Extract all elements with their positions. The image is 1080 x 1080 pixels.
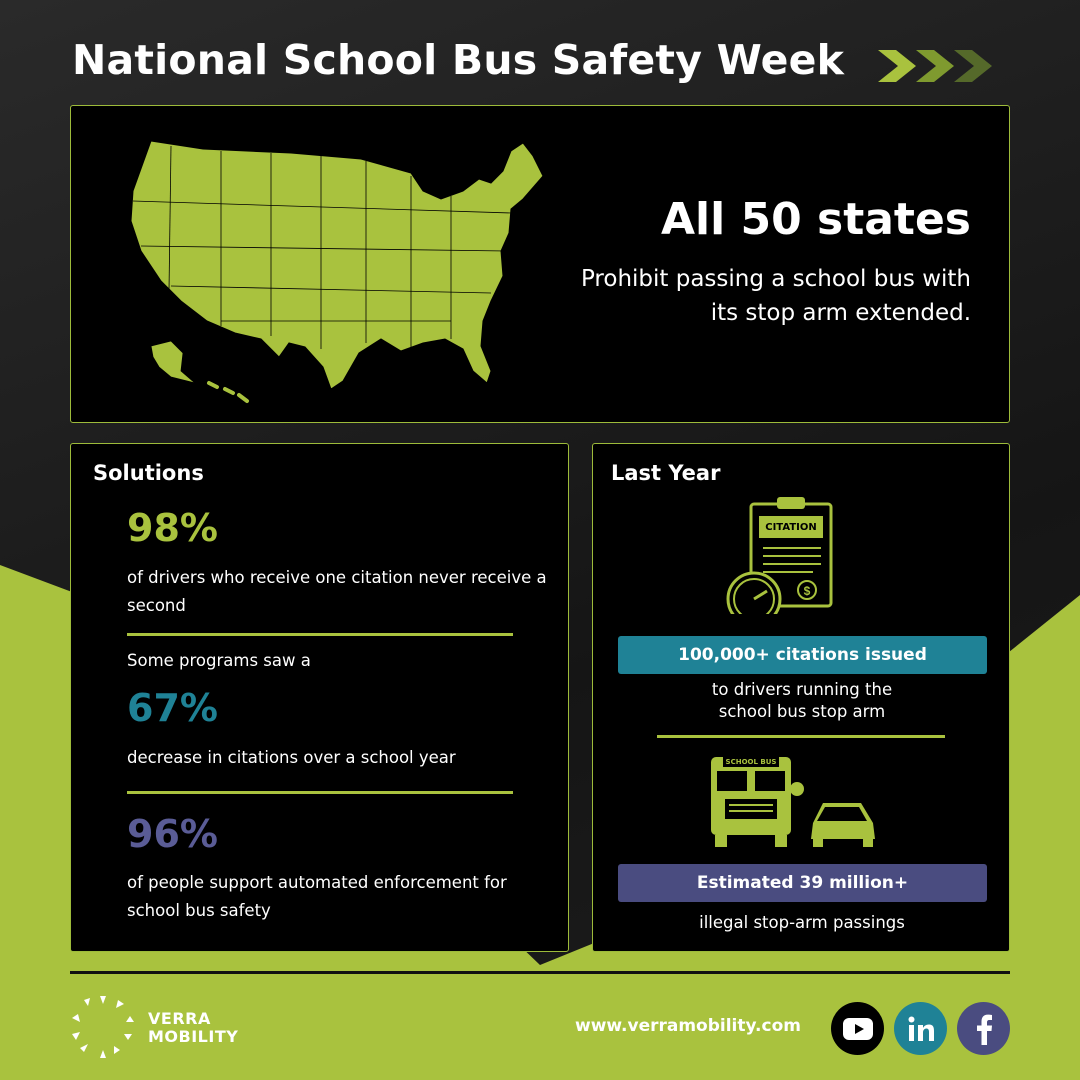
verra-mobility-logo-icon: [70, 994, 136, 1060]
youtube-icon[interactable]: [831, 1002, 884, 1055]
stat-98-percent: 98%: [127, 506, 218, 550]
brand-line1: VERRA: [148, 1009, 211, 1028]
citation-icon: [723, 494, 835, 614]
website-link[interactable]: www.verramobility.com: [575, 1016, 801, 1036]
stat-67-intro: Some programs saw a: [127, 651, 311, 670]
states-headline: All 50 states: [660, 194, 971, 245]
svg-text:$: $: [803, 584, 811, 598]
stat-67-text: decrease in citations over a school year: [127, 748, 456, 767]
passings-bar: Estimated 39 million+: [618, 864, 987, 902]
divider: [127, 791, 513, 794]
bus-icon-label: SCHOOL BUS: [725, 758, 777, 766]
brand-line2: MOBILITY: [148, 1027, 239, 1046]
citation-icon-label: CITATION: [765, 522, 817, 533]
stat-96-percent: 96%: [127, 812, 218, 856]
stat-96-text: of people support automated enforcement for school bus safety: [127, 873, 507, 920]
stat-67-percent: 67%: [127, 686, 218, 730]
citations-bar: 100,000+ citations issued: [618, 636, 987, 674]
solutions-panel: [70, 443, 569, 952]
citations-caption-line2: school bus stop arm: [718, 702, 886, 721]
linkedin-icon[interactable]: [894, 1002, 947, 1055]
solutions-heading: Solutions: [93, 461, 204, 485]
states-subline: Prohibit passing a school bus with its stop arm extended.: [580, 266, 971, 326]
divider: [657, 735, 945, 738]
passings-caption: illegal stop-arm passings: [699, 913, 905, 932]
page-title: National School Bus Safety Week: [72, 36, 845, 84]
citations-caption-line1: to drivers running the: [711, 680, 893, 699]
triple-chevron-right-icon: [876, 46, 996, 86]
last-year-heading: Last Year: [611, 461, 721, 485]
divider: [127, 633, 513, 636]
states-panel: [70, 105, 1010, 423]
brand-name: [148, 1010, 238, 1046]
facebook-icon[interactable]: [957, 1002, 1010, 1055]
school-bus-car-icon: [701, 751, 881, 851]
footer-divider: [70, 971, 1010, 974]
us-map-icon: [111, 121, 571, 406]
stat-98-text: of drivers who receive one citation never receive a second: [127, 568, 547, 615]
last-year-panel: [592, 443, 1010, 952]
